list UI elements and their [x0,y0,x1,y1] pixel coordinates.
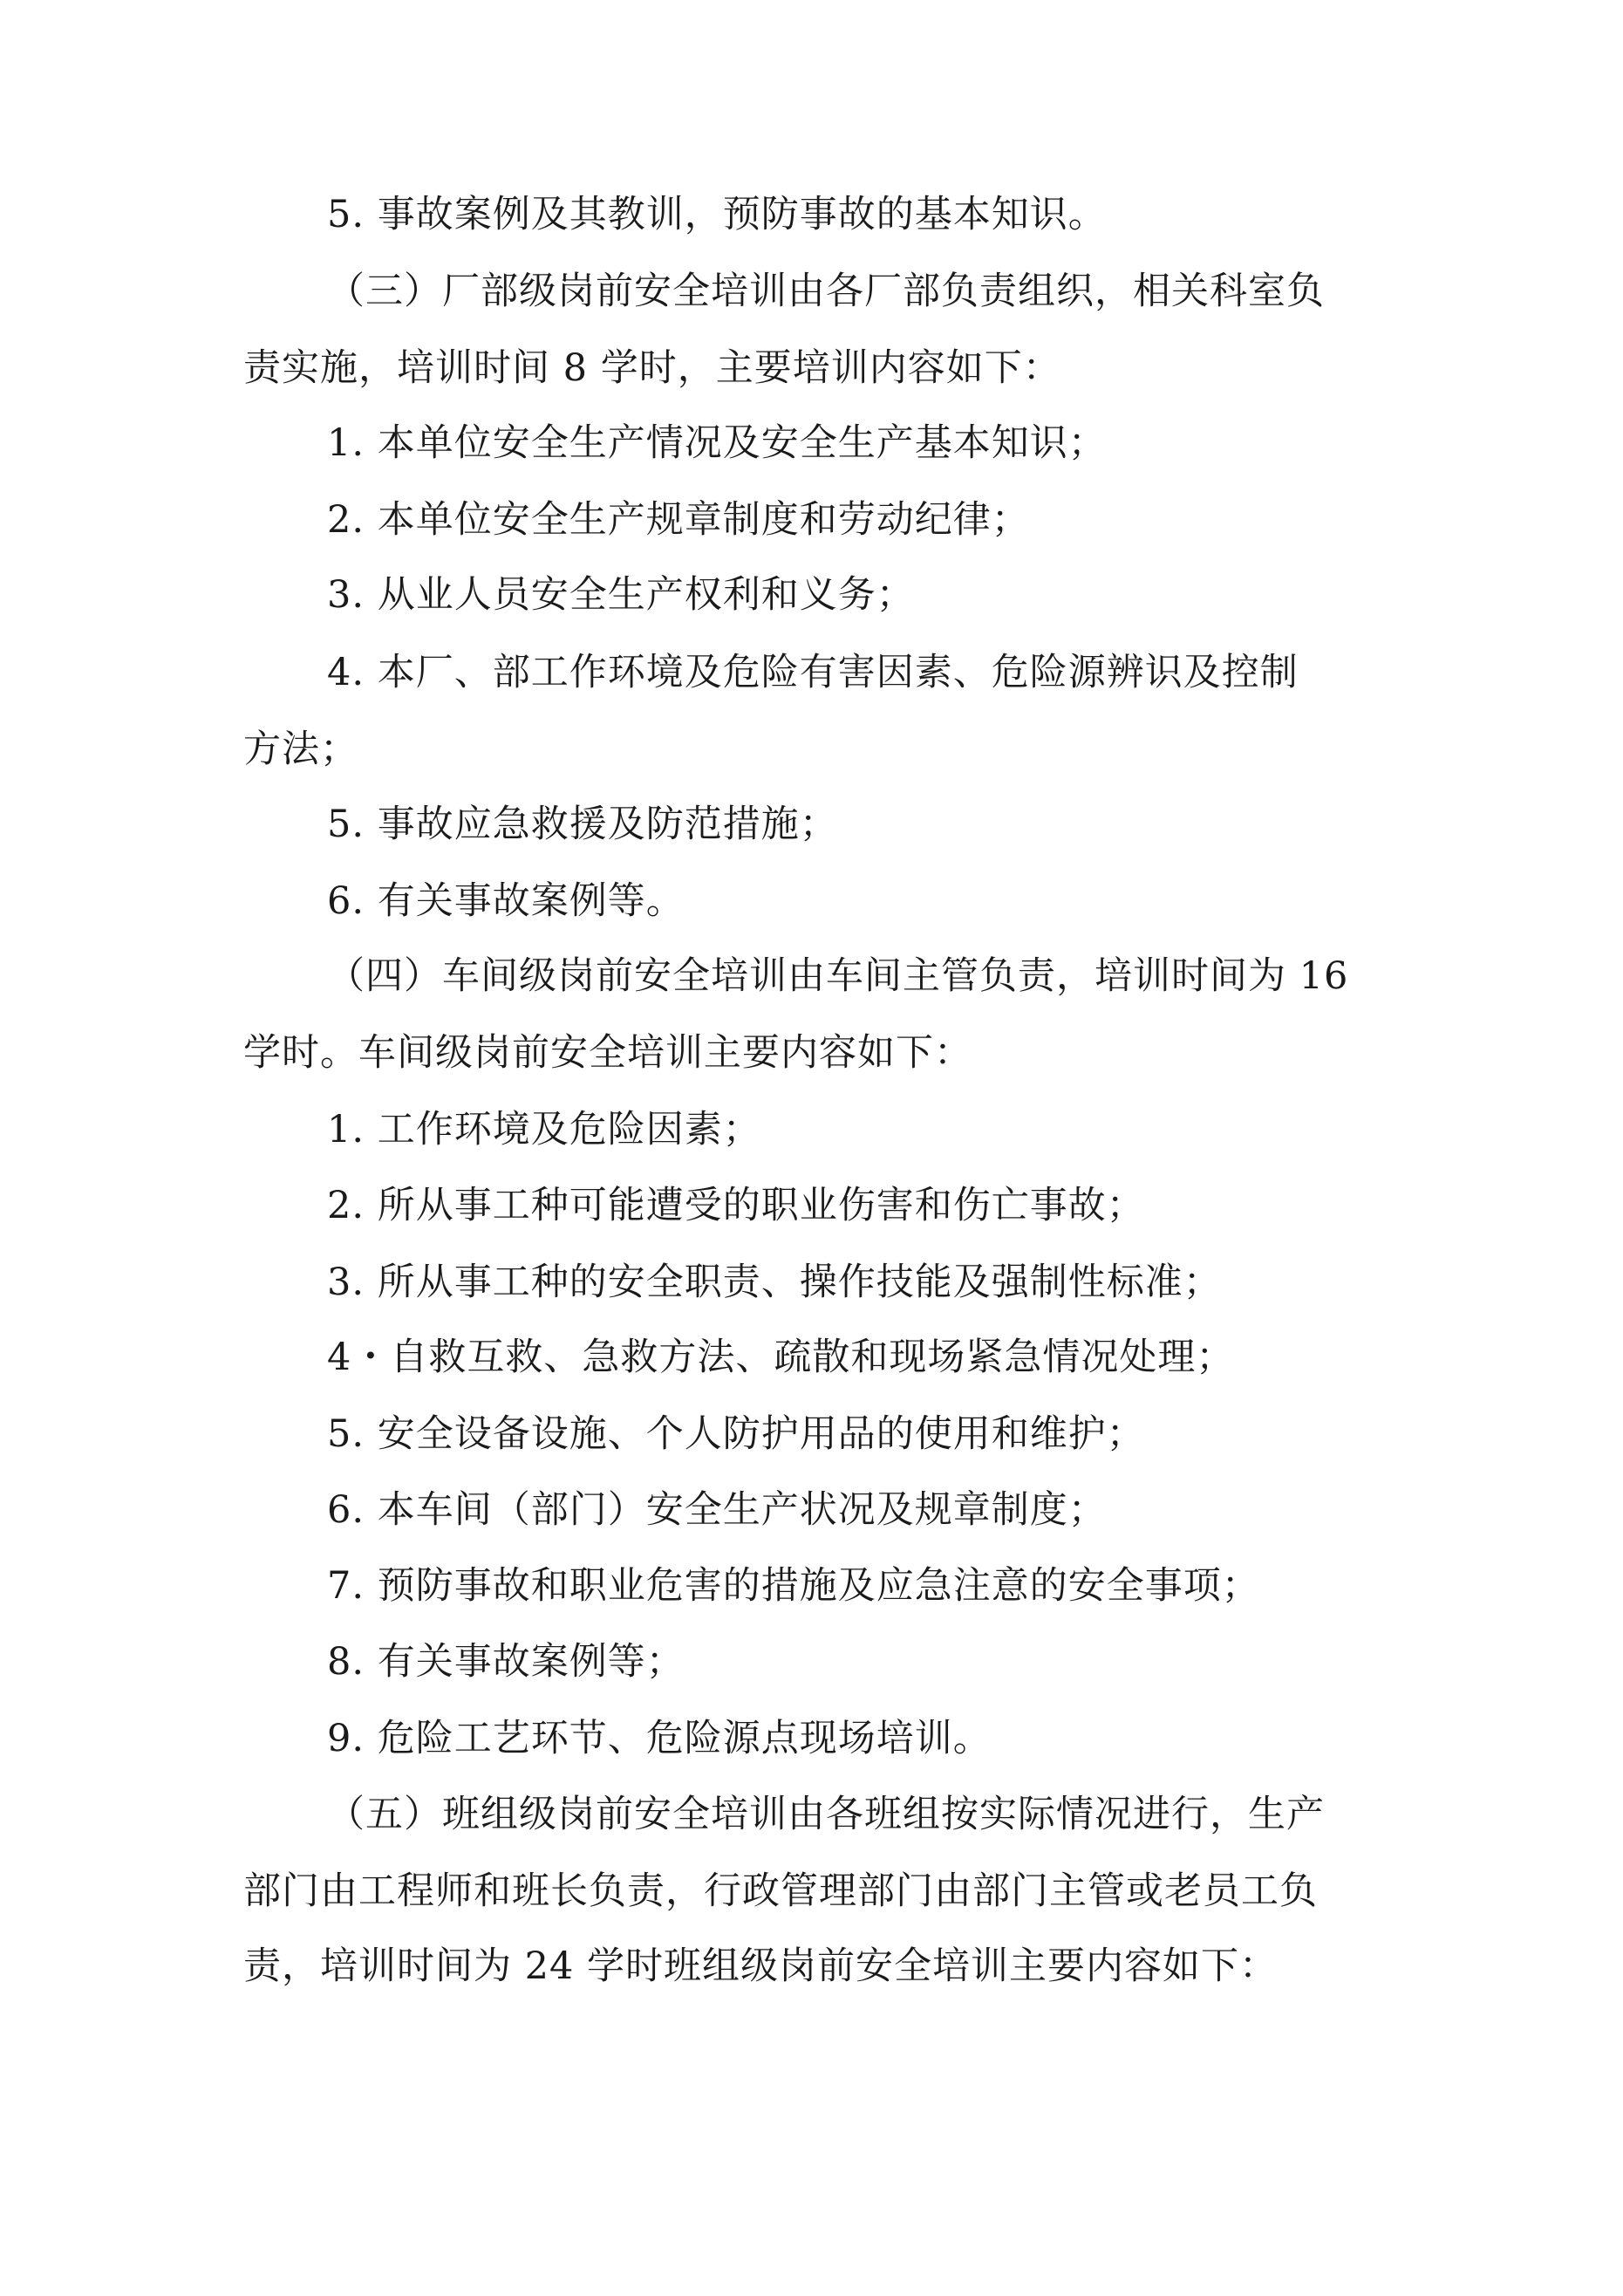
list-item: 8. 有关事故案例等； [327,1640,685,1684]
paragraph-line: 部门由工程师和班长负责，行政管理部门由部门主管或老员工负 [243,1869,1318,1913]
list-item: 1. 工作环境及危险因素； [327,1108,761,1151]
paragraph-line: 学时。车间级岗前安全培训主要内容如下： [243,1031,972,1075]
list-item: 6. 有关事故案例等。 [327,879,685,923]
section-heading-3: （三）厂部级岗前安全培训由各厂部负责组织，相关科室负 [327,270,1325,313]
paragraph-line: 责，培训时间为 24 学时班组级岗前安全培训主要内容如下： [243,1944,1279,1988]
list-item: 9. 危险工艺环节、危险源点现场培训。 [327,1717,992,1760]
paragraph-line: 责实施，培训时间 8 学时，主要培训内容如下： [243,346,1061,390]
list-item: 5. 事故应急救援及防范措施； [327,803,838,846]
paragraph-line: 方法； [243,728,358,771]
list-item: 2. 本单位安全生产规章制度和劳动纪律； [327,498,1030,542]
list-item: 4. 本厂、部工作环境及危险有害因素、危险源辨识及控制 [327,651,1299,694]
list-item: 7. 预防事故和职业危害的措施及应急注意的安全事项； [327,1564,1260,1608]
list-item: 3. 所从事工种的安全职责、操作技能及强制性标准； [327,1261,1222,1304]
section-heading-4: （四）车间级岗前安全培训由车间主管负责，培训时间为 16 [327,954,1349,998]
paragraph-line: 5. 事故案例及其教训，预防事故的基本知识。 [327,193,1107,236]
list-item: 2. 所从事工种可能遭受的职业伤害和伤亡事故； [327,1184,1145,1227]
list-item: 6. 本车间（部门）安全生产状况及规章制度； [327,1488,1107,1532]
list-item: 4・自救互救、急救方法、疏散和现场紧急情况处理； [327,1336,1235,1379]
list-item: 5. 安全设备设施、个人防护用品的使用和维护； [327,1412,1145,1456]
list-item: 3. 从业人员安全生产权利和义务； [327,573,915,617]
list-item: 1. 本单位安全生产情况及安全生产基本知识； [327,421,1107,465]
section-heading-5: （五）班组级岗前安全培训由各班组按实际情况进行，生产 [327,1793,1325,1836]
